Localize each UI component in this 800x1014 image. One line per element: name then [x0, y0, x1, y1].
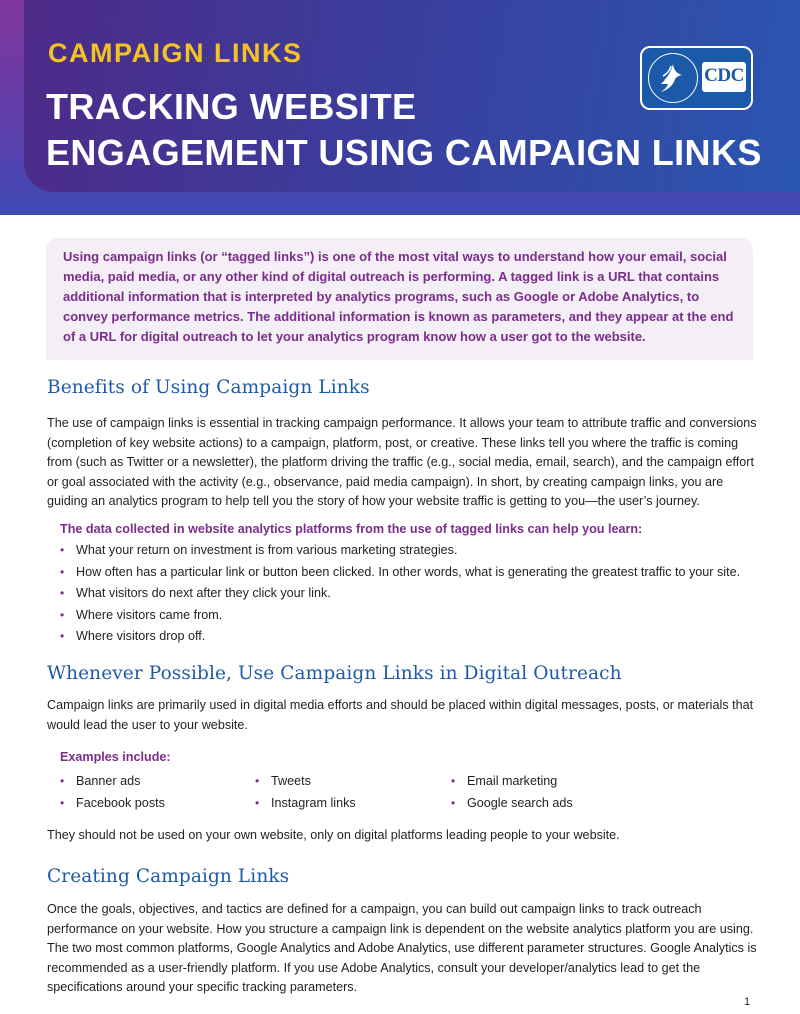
list-item: • Banner ads	[59, 770, 254, 792]
creating-body: Once the goals, objectives, and tactics are defined for a campaign, you can build out campaign links to track outreach performance on your website. How you structure a campaign link is dependent on the website analytics platform you are using. The two most common platforms, Google Analytics and Adobe Analytics, use different parameter structures. Google Analytics is recommended as a user-friendly platform. If you use Adobe Analytics, consult your developer/analytics lead to get the specifications around your specific tracking parameters.	[47, 902, 757, 994]
page-title-line-1: TRACKING WEBSITE	[46, 86, 417, 127]
bullet-icon: •	[60, 543, 65, 557]
list-item: • How often has a particular link or button been clicked. In other words, what is generating the greatest traffic to your site.	[59, 562, 740, 584]
header-kicker: CAMPAIGN LINKS	[48, 38, 303, 68]
list-item: • Email marketing	[450, 770, 650, 792]
bullet-icon: •	[60, 796, 65, 810]
examples-list	[59, 770, 679, 814]
list-item: • Facebook posts	[59, 792, 254, 814]
benefits-heading: Benefits of Using Campaign Links	[47, 377, 370, 398]
cdc-logo	[640, 46, 753, 110]
bullet-icon: •	[60, 607, 65, 622]
whenever-body: Campaign links are primarily used in digital media efforts and should be placed within digital messages, posts, or materials that would lead the user to your website.	[47, 698, 754, 732]
bullet-icon: •	[255, 774, 260, 788]
bullet-icon: •	[60, 564, 65, 579]
whenever-closing: They should not be used on your own website, only on digital platforms leading people to your website.	[47, 828, 620, 842]
bullet-icon: •	[451, 796, 456, 810]
creating-heading: Creating Campaign Links	[47, 866, 290, 887]
intro-text: Using campaign links (or “tagged links”) is one of the most vital ways to understand how your email, social media, paid media, or any other kind of digital outreach is performing. A tagged link is a URL that contains additional information that is interpreted by analytics programs, such as Google or Adobe Analytics, to convey performance metrics. The additional information is known as parameters, and they appear at the end of a URL for digital outreach to let your analytics program know how a user got to the website.	[63, 249, 734, 344]
hhs-seal-icon	[648, 53, 698, 103]
list-item: • Where visitors drop off.	[59, 626, 740, 648]
benefits-list	[59, 540, 740, 648]
list-item: • Tweets	[254, 770, 450, 792]
list-item: • What visitors do next after they click your link.	[59, 583, 740, 605]
list-item: • Google search ads	[450, 792, 650, 814]
intro-callout	[46, 238, 753, 360]
bullet-icon: •	[60, 629, 65, 643]
bullet-icon: •	[60, 774, 65, 788]
benefits-subheading: The data collected in website analytics platforms from the use of tagged links can help you learn:	[60, 522, 643, 536]
bullet-icon: •	[255, 796, 260, 810]
page-number: 1	[744, 996, 751, 1008]
header-banner	[0, 0, 800, 215]
list-item: • Instagram links	[254, 792, 450, 814]
bullet-icon: •	[60, 586, 65, 600]
list-item: • Where visitors came from.	[59, 605, 740, 627]
list-item: • What your return on investment is from various marketing strategies.	[59, 540, 740, 562]
benefits-body: The use of campaign links is essential in tracking campaign performance. It allows your team to attribute traffic and conversions (completion of key website actions) to a campaign, platform, post, or creative. These links tell you where the traffic is coming from (such as Twitter or a newsletter), the platform driving the traffic (e.g., social media, email, search), and the campaign effort or goal associated with the activity (e.g., observance, paid media campaign). In short, by creating campaign links, you are guiding an analytics program to help tell you the story of how your website traffic is getting to you—the user’s journey.	[47, 416, 757, 508]
page-title-line-2: ENGAGEMENT USING CAMPAIGN LINKS	[46, 132, 762, 173]
whenever-heading: Whenever Possible, Use Campaign Links in Digital Outreach	[47, 663, 622, 684]
bullet-icon: •	[451, 774, 456, 788]
cdc-wordmark: CDC	[704, 65, 744, 86]
examples-subheading: Examples include:	[60, 750, 171, 764]
